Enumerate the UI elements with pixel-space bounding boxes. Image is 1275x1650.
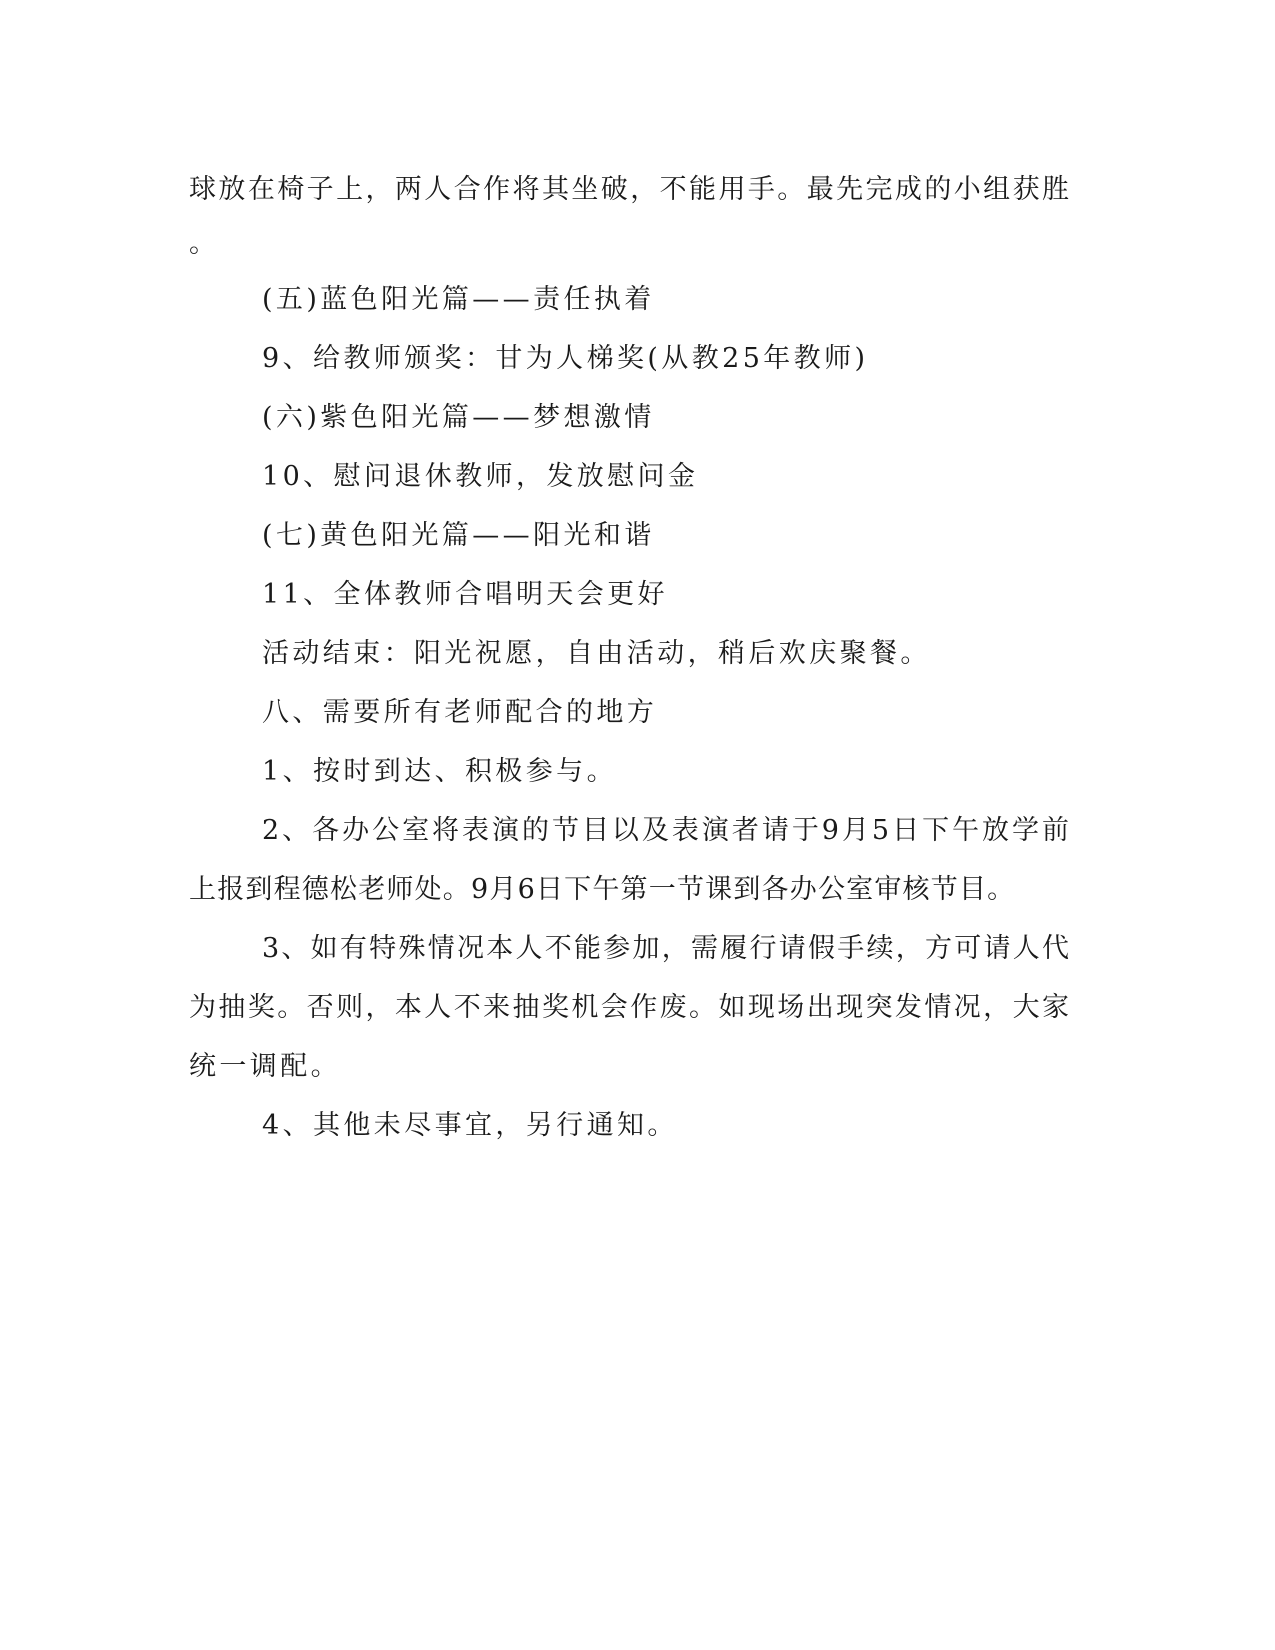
paragraph-line: 为抽奖。否则，本人不来抽奖机会作废。如现场出现突发情况，大家 bbox=[189, 992, 1069, 1023]
section-heading: (五)蓝色阳光篇——责任执着 bbox=[262, 284, 655, 315]
list-item: 1、按时到达、积极参与。 bbox=[262, 756, 617, 787]
list-item: 10、慰问退休教师，发放慰问金 bbox=[262, 461, 699, 492]
list-item: 3、如有特殊情况本人不能参加，需履行请假手续，方可请人代 bbox=[262, 933, 1069, 964]
paragraph-line: 。 bbox=[189, 228, 220, 259]
paragraph-line: 上报到程德松老师处。9月6日下午第一节课到各办公室审核节目。 bbox=[189, 874, 1016, 905]
section-heading: (七)黄色阳光篇——阳光和谐 bbox=[262, 520, 655, 551]
paragraph-line: 活动结束：阳光祝愿，自由活动，稍后欢庆聚餐。 bbox=[262, 638, 931, 669]
list-item: 4、其他未尽事宜，另行通知。 bbox=[262, 1110, 678, 1141]
list-item: 11、全体教师合唱明天会更好 bbox=[262, 579, 668, 610]
paragraph-line: 球放在椅子上，两人合作将其坐破，不能用手。最先完成的小组获胜 bbox=[189, 174, 1069, 205]
section-heading: 八、需要所有老师配合的地方 bbox=[262, 697, 658, 728]
section-heading: (六)紫色阳光篇——梦想激情 bbox=[262, 402, 655, 433]
paragraph-line: 统一调配。 bbox=[189, 1051, 341, 1082]
list-item: 9、给教师颁奖：甘为人梯奖(从教25年教师) bbox=[262, 343, 869, 374]
list-item: 2、各办公室将表演的节目以及表演者请于9月5日下午放学前 bbox=[262, 815, 1069, 846]
